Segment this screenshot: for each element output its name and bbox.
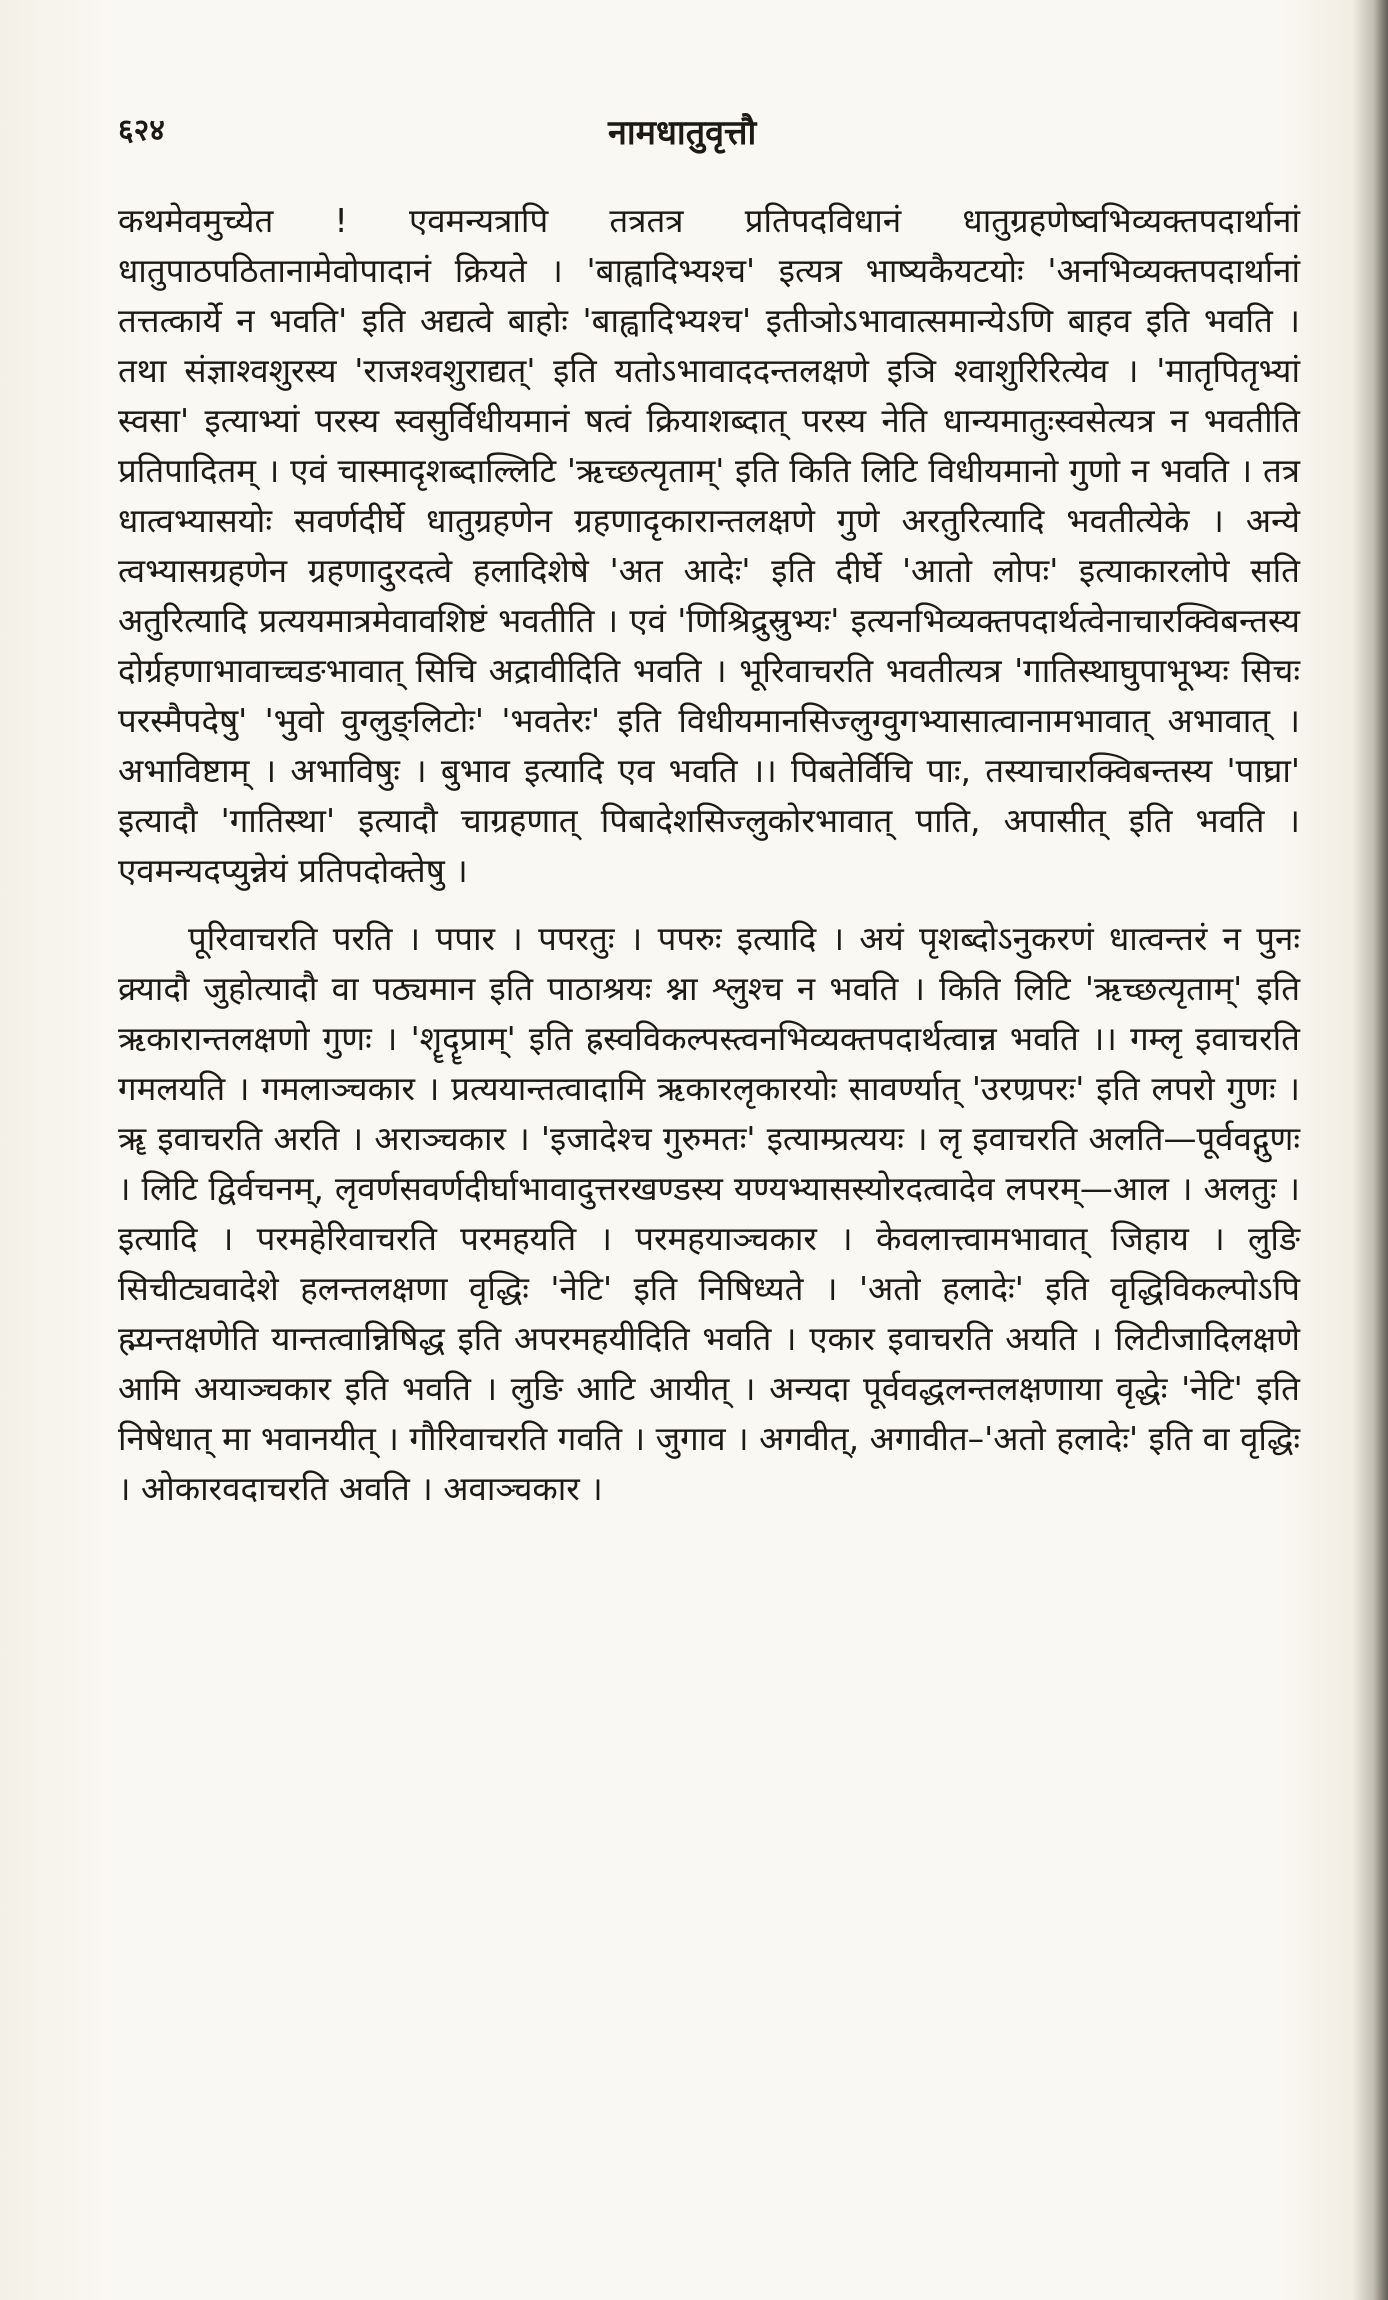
page-header	[118, 108, 1288, 154]
running-title: नामधातुवृत्तौ	[608, 113, 757, 153]
paragraph-1: कथमेवमुच्येत ! एवमन्यत्रापि तत्रतत्र प्रतिपदविधानं धातुग्रहणेष्वभिव्यक्तपदार्थानां धातुपाठपठितानामेवोपादानं क्रियते । 'बाह्वादिभ्यश्च' इत्यत्र भाष्यकैयटयोः 'अनभिव्यक्तपदार्थानां तत्तत्कार्ये न भवति' इति अद्यत्वे बाहोः 'बाह्वादिभ्यश्च' इतीञोऽभावात्समान्येऽणि बाहव इति भवति । तथा संज्ञाश्वशुरस्य 'राजश्वशुराद्यत्' इति यतोऽभावाददन्तलक्षणे इञि श्वाशुरिरित्येव । 'मातृपितृभ्यां स्वसा' इत्याभ्यां परस्य स्वसुर्विधीयमानं षत्वं क्रियाशब्दात् परस्य नेति धान्यमातुःस्वसेत्यत्र न भवतीति प्रतिपादितम् । एवं चास्मादृशब्दाल्लिटि 'ऋच्छत्यृताम्' इति किति लिटि विधीयमानो गुणो न भवति । तत्र धात्वभ्यासयोः सवर्णदीर्घे धातुग्रहणेन ग्रहणादृकारान्तलक्षणे गुणे अरतुरित्यादि भवतीत्येके । अन्ये त्वभ्यासग्रहणेन ग्रहणादुरदत्वे हलादिशेषे 'अत आदेः' इति दीर्घे 'आतो लोपः' इत्याकारलोपे सति अतुरित्यादि प्रत्ययमात्रमेवावशिष्टं भवतीति । एवं 'णिश्रिद्रुस्रुभ्यः' इत्यनभिव्यक्तपदार्थत्वेनाचारक्विबन्तस्य दोर्ग्रहणाभावाच्चङभावात् सिचि अद्रावीदिति भवति । भूरिवाचरति भवतीत्यत्र 'गातिस्थाघुपाभूभ्यः सिचः परस्मैपदेषु' 'भुवो वुग्लुङ्लिटोः' 'भवतेरः' इति विधीयमानसिज्लुग्वुगभ्यासात्वानामभावात् अभावात् । अभाविष्टाम् । अभाविषुः । बुभाव इत्यादि एव भवति ।। पिबतेर्विचि पाः, तस्याचारक्विबन्तस्य 'पाघ्रा' इत्यादौ 'गातिस्था' इत्यादौ चाग्रहणात् पिबादेशसिज्लुकोरभावात् पाति, अपासीत् इति भवति । एवमन्यदप्युन्नेयं प्रतिपदोक्तेषु ।	[118, 201, 1300, 890]
page-number: ६२४	[118, 113, 165, 148]
page-body	[118, 196, 1300, 1514]
paragraph-2: पूरिवाचरति परति । पपार । पपरतुः । पपरुः इत्यादि । अयं पृशब्दोऽनुकरणं धात्वन्तरं न पुनः क्र्यादौ जुहोत्यादौ वा पठ्यमान इति पाठाश्रयः श्ना श्लुश्च न भवति । किति लिटि 'ऋच्छत्यृताम्' इति ऋकारान्तलक्षणो गुणः । 'शॄदॄप्राम्' इति ह्रस्वविकल्पस्त्वनभिव्यक्तपदार्थत्वान्न भवति ।। गम्लृ इवाचरति गमलयति । गमलाञ्चकार । प्रत्ययान्तत्वादामि ऋकारलृकारयोः सावर्ण्यात् 'उरण्रपरः' इति लपरो गुणः । ॠ इवाचरति अरति । अराञ्चकार । 'इजादेश्च गुरुमतः' इत्याम्प्रत्ययः । लृ इवाचरति अलति—पूर्ववद्गुणः । लिटि द्विर्वचनम्, लृवर्णसवर्णदीर्घाभावादुत्तरखण्डस्य यण्यभ्यासस्योरदत्वादेव लपरम्—आल । अलतुः । इत्यादि । परमहेरिवाचरति परमहयति । परमहयाञ्चकार । केवलात्त्वामभावात् जिहाय । लुङि सिचीट्यवादेशे हलन्तलक्षणा वृद्धिः 'नेटि' इति निषिध्यते । 'अतो हलादेः' इति वृद्धिविकल्पोऽपि ह्म्यन्तक्षणेति यान्तत्वान्निषिद्ध इति अपरमहयीदिति भवति । एकार इवाचरति अयति । लिटीजादिलक्षणे आमि अयाञ्चकार इति भवति । लुङि आटि आयीत् । अन्यदा पूर्ववद्धलन्तलक्षणाया वृद्धेः 'नेटि' इति निषेधात् मा भवानयीत् । गौरिवाचरति गवति । जुगाव । अगवीत्, अगावीत–'अतो हलादेः' इति वा वृद्धिः । ओकारवदाचरति अवति । अवाञ्चकार ।	[118, 919, 1300, 1508]
binding-shadow	[1352, 0, 1388, 2300]
